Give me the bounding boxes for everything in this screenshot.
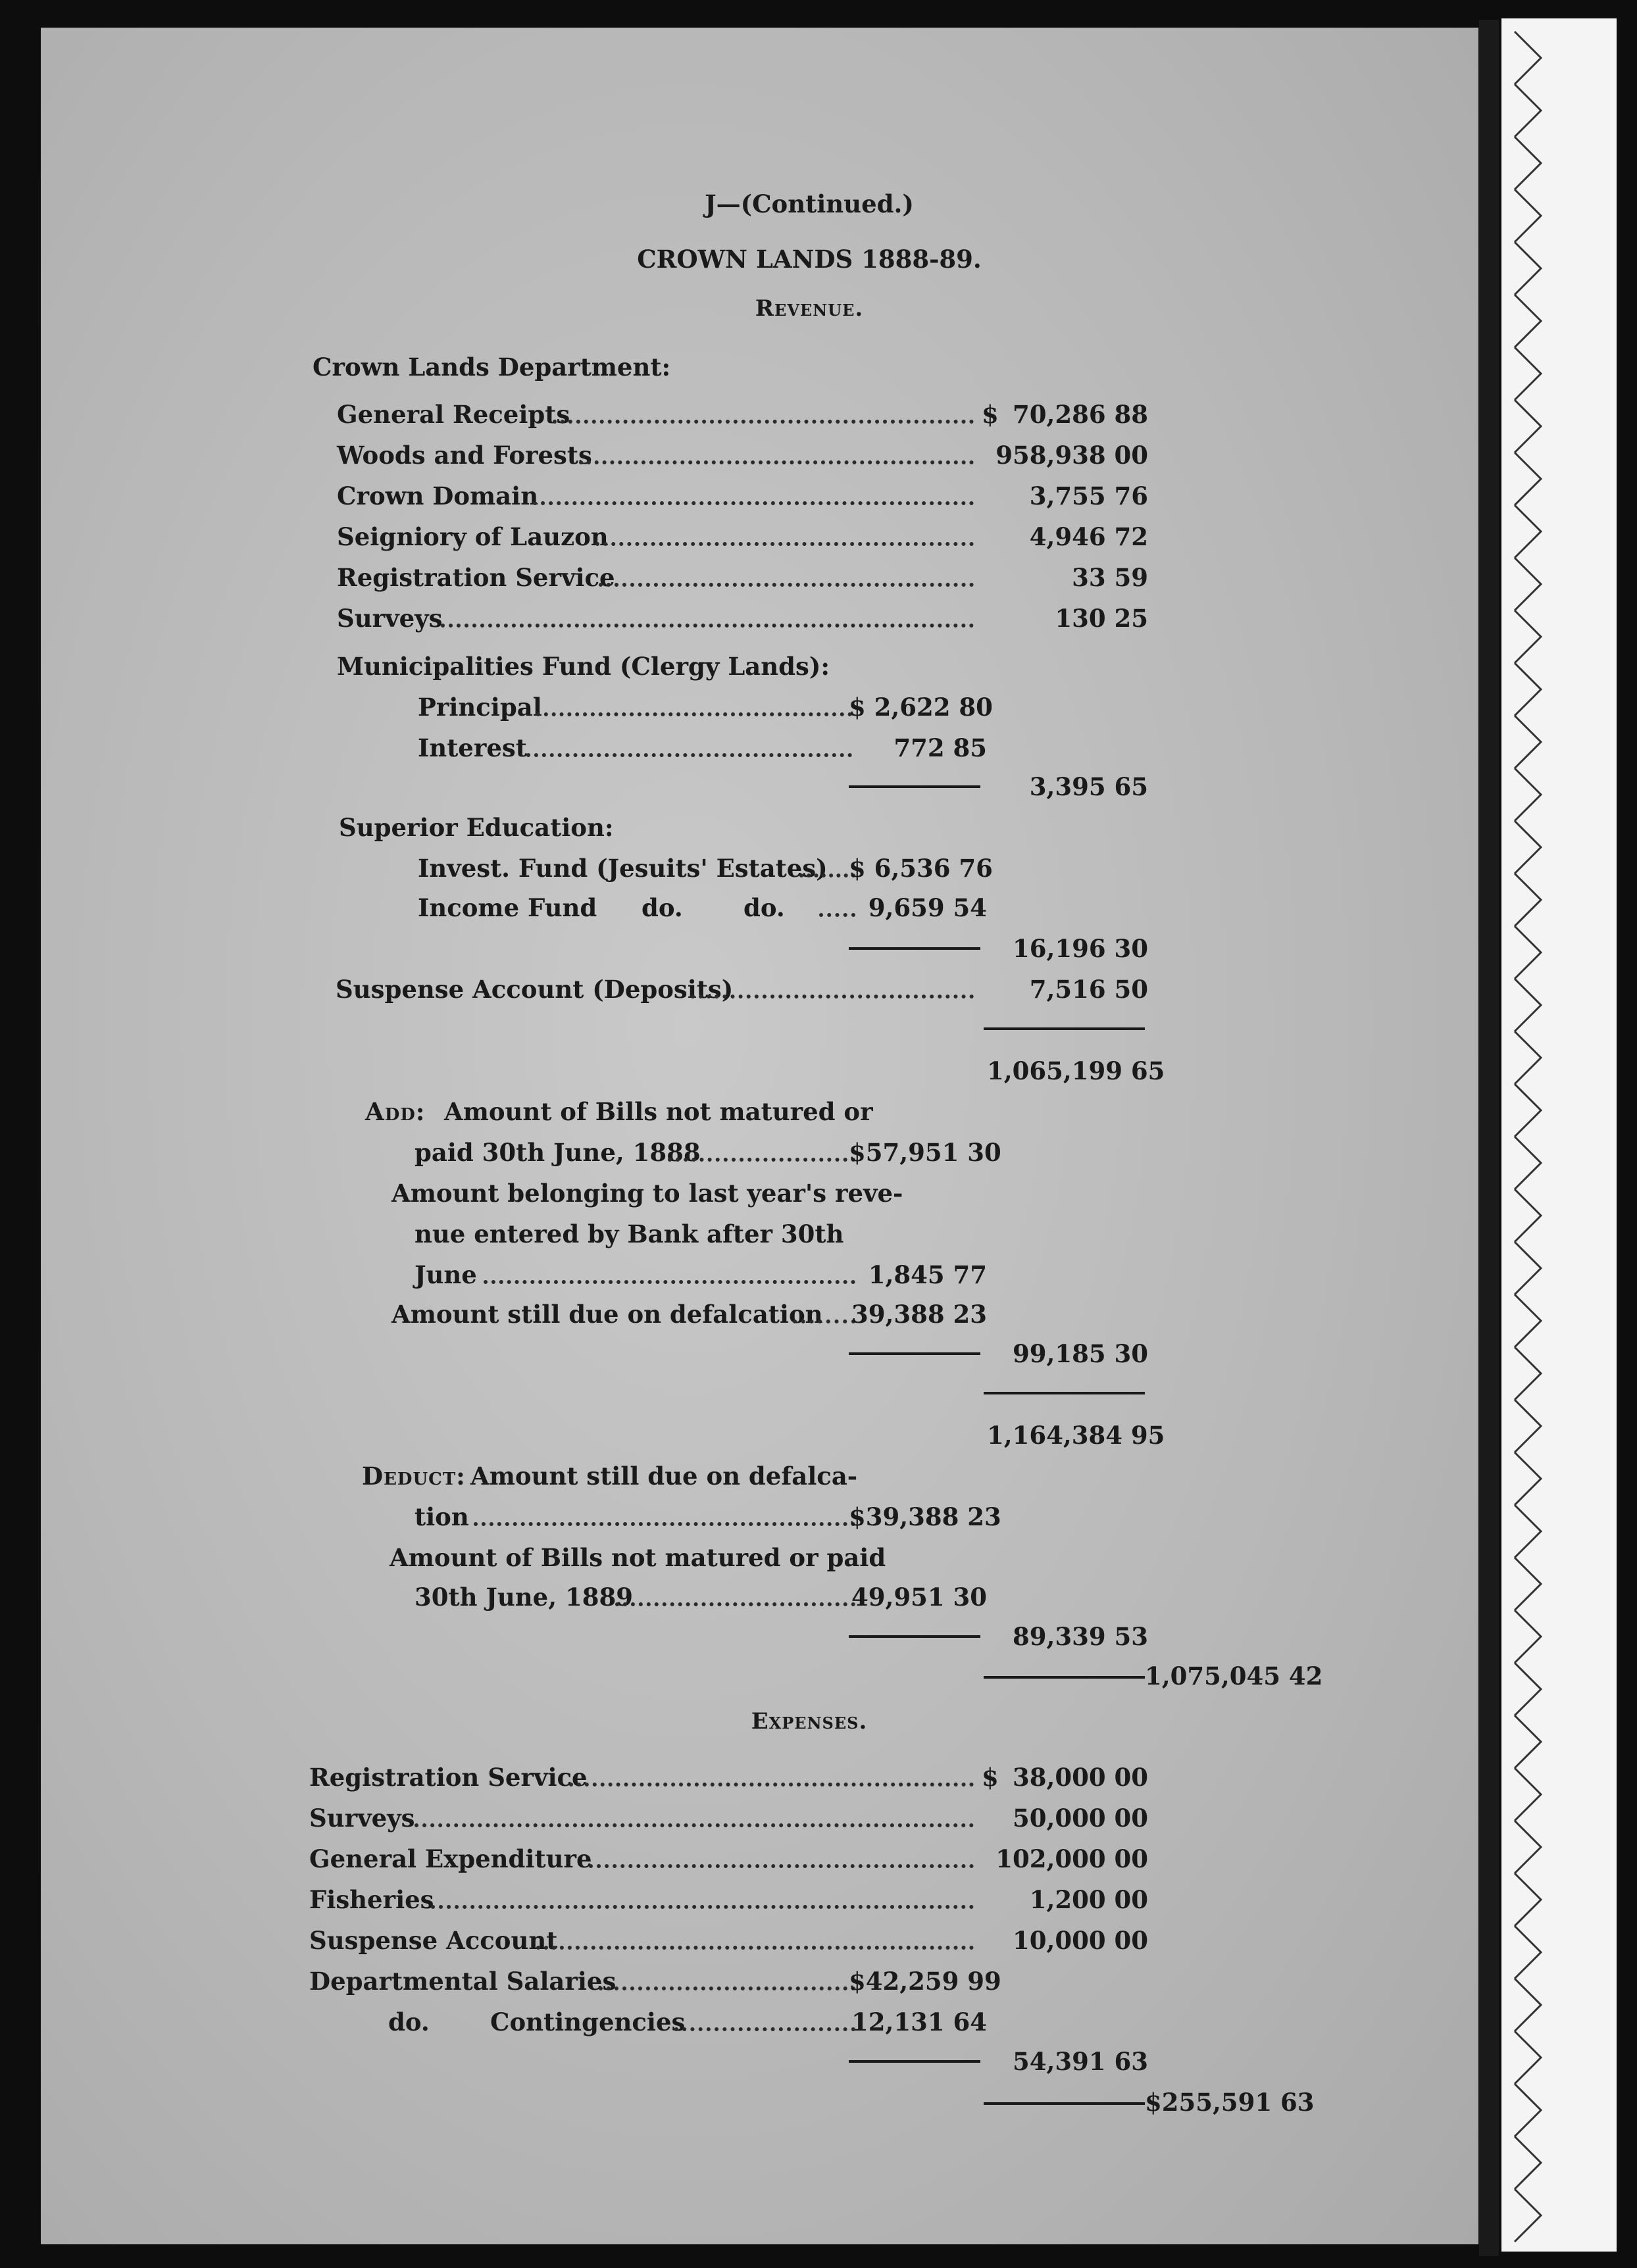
- income-fund-amount: 9,659 54: [868, 893, 987, 922]
- add-amount: 1,845 77: [868, 1260, 987, 1289]
- leader-dots: [536, 1940, 974, 1950]
- net-revenue-total: 1,075,045 42: [1145, 1662, 1323, 1690]
- revenue-item-label: Seigniory of Lauzon: [337, 522, 609, 551]
- leader-dots: [441, 618, 974, 628]
- leader-dots: [793, 1314, 855, 1323]
- salaries-label: Departmental Salaries: [309, 1967, 617, 1996]
- revenue-item-amount: 958,938 00: [995, 441, 1148, 470]
- revenue-heading: Revenue.: [755, 295, 864, 322]
- subtotal-rule: [849, 785, 980, 788]
- expense-item-amount: 50,000 00: [1013, 1804, 1148, 1833]
- suspense-account-amount: 7,516 50: [1029, 975, 1148, 1004]
- revenue-item-label: Crown Domain: [337, 481, 539, 510]
- leader-dots: [579, 455, 974, 464]
- leader-dots: [431, 1900, 974, 1909]
- stitch-line: [1515, 32, 1541, 2242]
- leader-dots: [595, 537, 974, 546]
- add-amount: $57,951 30: [849, 1138, 1001, 1167]
- expense-item-label: Fisheries: [309, 1885, 434, 1914]
- deduct-line: 30th June, 1889: [415, 1583, 633, 1612]
- expenses-heading: Expenses.: [751, 1708, 868, 1735]
- leader-dots: [799, 868, 855, 877]
- leader-dots: [589, 1859, 974, 1868]
- add-line: Amount still due on defalcation: [391, 1300, 823, 1329]
- add-total: 99,185 30: [1013, 1339, 1148, 1368]
- revenue-item-amount: 130 25: [1055, 604, 1148, 633]
- leader-dots: [484, 1275, 855, 1284]
- ditto-mark: do.: [642, 893, 683, 922]
- suspense-account-label: Suspense Account (Deposits): [336, 975, 734, 1004]
- contingencies-amount: 12,131 64: [851, 2008, 987, 2036]
- leader-dots: [691, 989, 974, 998]
- deduct-total: 89,339 53: [1013, 1622, 1148, 1651]
- dollar-sign: $: [982, 1763, 999, 1792]
- subtotal-rule: [849, 947, 980, 950]
- add-amount: 39,388 23: [851, 1300, 987, 1329]
- revenue-subtotal: 1,065,199 65: [987, 1056, 1165, 1085]
- contingencies-label: Contingencies: [490, 2008, 686, 2036]
- add-line: paid 30th June, 1888: [415, 1138, 701, 1167]
- leader-dots: [668, 1152, 855, 1162]
- revenue-item-amount: 33 59: [1072, 563, 1148, 592]
- expense-item-amount: 1,200 00: [1029, 1885, 1148, 1914]
- leader-dots: [599, 578, 974, 587]
- leader-dots: [553, 414, 974, 424]
- dept-heading: Crown Lands Department:: [313, 353, 671, 382]
- principal-amount: $ 2,622 80: [849, 693, 993, 722]
- revenue-item-label: Woods and Forests: [337, 441, 592, 470]
- binding-edge: [1479, 20, 1499, 2256]
- superior-education-total: 16,196 30: [1013, 934, 1148, 963]
- invest-fund-amount: $ 6,536 76: [849, 854, 993, 883]
- subtotal-rule: [849, 1635, 980, 1638]
- leader-dots: [533, 496, 974, 505]
- invest-fund-label: Invest. Fund (Jesuits' Estates): [418, 854, 828, 883]
- revenue-item-amount: 3,755 76: [1029, 481, 1148, 510]
- departmental-total: 54,391 63: [1013, 2047, 1148, 2076]
- income-fund-label: Income Fund: [418, 893, 597, 922]
- deduct-line: Amount still due on defalca-: [470, 1462, 858, 1491]
- municipalities-heading: Municipalities Fund (Clergy Lands):: [337, 652, 830, 681]
- add-line: nue entered by Bank after 30th: [415, 1220, 844, 1248]
- superior-education-heading: Superior Education:: [339, 813, 614, 842]
- revenue-item-amount: 70,286 88: [1013, 400, 1148, 429]
- expenses-grand-total: $255,591 63: [1145, 2088, 1315, 2117]
- expense-item-amount: 38,000 00: [1013, 1763, 1148, 1792]
- revenue-item-label: Registration Service: [337, 563, 615, 592]
- page-title: CROWN LANDS 1888-89.: [637, 245, 982, 274]
- revenue-subtotal-2: 1,164,384 95: [987, 1421, 1165, 1450]
- principal-label: Principal: [418, 693, 542, 722]
- total-rule: [984, 2102, 1145, 2105]
- interest-amount: 772 85: [894, 733, 987, 762]
- salaries-amount: $42,259 99: [849, 1967, 1001, 1996]
- deduct-amount: 49,951 30: [851, 1583, 987, 1612]
- document-page: [41, 28, 1478, 2244]
- expense-item-amount: 102,000 00: [995, 1844, 1148, 1873]
- add-line: June: [415, 1260, 477, 1289]
- binding-stitch-pattern: [1501, 18, 1617, 2252]
- expense-item-label: Registration Service: [309, 1763, 588, 1792]
- deduct-amount: $39,388 23: [849, 1502, 1001, 1531]
- subtotal-rule: [849, 1352, 980, 1355]
- leader-dots: [526, 748, 852, 757]
- leader-dots: [599, 1981, 855, 1990]
- expense-item-label: Surveys: [309, 1804, 415, 1833]
- continued-heading: J—(Continued.): [705, 189, 914, 218]
- add-line: Amount of Bills not matured or: [444, 1097, 873, 1126]
- leader-dots: [569, 1777, 974, 1787]
- dollar-sign: $: [982, 400, 999, 429]
- leader-dots: [674, 2022, 855, 2031]
- add-prefix: Add:: [365, 1097, 426, 1126]
- expense-item-label: Suspense Account: [309, 1926, 558, 1955]
- expense-item-amount: 10,000 00: [1013, 1926, 1148, 1955]
- expense-item-label: General Expenditure: [309, 1844, 592, 1873]
- stitched-margin-strip: [1501, 18, 1617, 2252]
- ditto-mark: do.: [388, 2008, 430, 2036]
- leader-dots: [415, 1818, 974, 1827]
- leader-dots: [615, 1597, 855, 1606]
- revenue-item-label: General Receipts: [337, 400, 570, 429]
- total-rule: [984, 1392, 1145, 1394]
- deduct-line: Amount of Bills not matured or paid: [390, 1543, 886, 1572]
- interest-label: Interest: [418, 733, 527, 762]
- add-line: Amount belonging to last year's reve-: [391, 1179, 903, 1208]
- deduct-line: tion: [415, 1502, 469, 1531]
- total-rule: [984, 1676, 1145, 1679]
- leader-dots: [474, 1517, 855, 1526]
- subtotal-rule: [849, 2060, 980, 2063]
- deduct-prefix: Deduct:: [362, 1462, 466, 1491]
- ditto-mark: do.: [743, 893, 785, 922]
- revenue-item-amount: 4,946 72: [1029, 522, 1148, 551]
- municipalities-total: 3,395 65: [1029, 772, 1148, 801]
- leader-dots: [536, 707, 852, 716]
- total-rule: [984, 1027, 1145, 1030]
- revenue-item-label: Surveys: [337, 604, 443, 633]
